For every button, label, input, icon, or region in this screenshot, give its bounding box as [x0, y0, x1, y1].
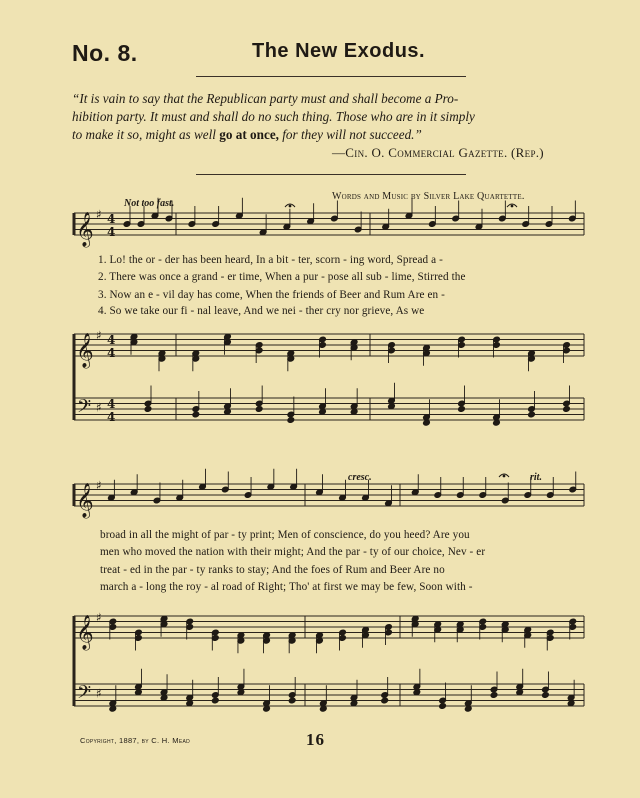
bass-clef-icon: 𝄢: [77, 682, 92, 708]
note-head: [287, 417, 295, 424]
sharp-icon: ♯: [96, 610, 102, 625]
epigraph-line-2: hibition party. It must and shall do no such thing. Those who are in it simply: [72, 109, 475, 124]
composer-credit: Words and Music by Silver Lake Quartette.: [332, 191, 525, 202]
fermata-dot: [503, 475, 505, 477]
time-signature-top: 4: [107, 333, 116, 347]
verse-4-line-1: 4. So we take our fi - nal leave, And we nei - ther cry nor grieve, As we: [98, 305, 425, 317]
sharp-icon: ♯: [96, 686, 102, 701]
note-head: [192, 411, 200, 418]
note-head: [288, 697, 296, 704]
copyright-notice: Copyright, 1887, by C. H. Mead: [80, 736, 190, 745]
verse-1-line-1: 1. Lo! the or - der has been heard, In a bit - ter, scorn - ing word, Spread a -: [98, 254, 443, 266]
sharp-icon: ♯: [96, 400, 102, 415]
epigraph-attribution: —Cin. O. Commercial Gazette. (Rep.): [332, 145, 544, 160]
note-head: [144, 406, 152, 413]
verse-2-line-1: 2. There was once a grand - er time, When a pur - pose all sub - lime, Stirred the: [98, 271, 466, 283]
time-signature-bottom: 4: [107, 225, 116, 239]
note-head: [211, 697, 219, 704]
verse-1-line-2: broad in all the might of par - ty print; Men of conscience, do you heed? Are you: [100, 529, 470, 541]
epigraph-line-3-start: to make it so, might as well: [72, 127, 216, 142]
verse-3-line-2: treat - ed in the par - ty ranks to stay; And the foes of Rum and Beer Are no: [100, 564, 445, 576]
treble-clef-icon: 𝄞: [76, 212, 94, 247]
staff-lines: [74, 213, 584, 706]
time-signature-top: 4: [107, 397, 116, 411]
time-signature-bottom: 4: [107, 346, 116, 360]
treble-clef-icon: 𝄞: [76, 333, 94, 368]
epigraph-line-1: “It is vain to say that the Republican party must and shall become a Pro-: [72, 91, 459, 106]
note-head: [542, 692, 550, 699]
epigraph-tail: for they will not succeed.”: [278, 127, 422, 142]
hymn-number: No. 8.: [72, 40, 138, 66]
time-signature-top: 4: [107, 212, 116, 226]
hymn-title: The New Exodus.: [252, 40, 426, 62]
note-head: [490, 692, 498, 699]
tempo-marking: Not too fast.: [124, 198, 175, 209]
note-head: [528, 411, 536, 418]
verse-2-line-2: men who moved the nation with their might; And the par - ty of our choice, Nev - er: [100, 546, 486, 558]
time-signature-bottom: 4: [107, 410, 116, 424]
sharp-icon: ♯: [96, 328, 102, 343]
verse-3-line-1: 3. Now an e - vil day has come, When the friends of Beer and Rum Are en -: [98, 289, 445, 301]
treble-clef-icon: 𝄞: [76, 615, 94, 650]
rit-marking: rit.: [530, 472, 542, 483]
treble-clef-icon: 𝄞: [76, 483, 94, 518]
bass-clef-icon: 𝄢: [77, 396, 92, 422]
verse-4-line-2: march a - long the roy - al road of Right; Tho' at first we may be few, Soon with -: [100, 581, 473, 593]
note-head: [563, 406, 571, 413]
cresc-marking: cresc.: [348, 472, 372, 483]
sharp-icon: ♯: [96, 207, 102, 222]
note-head: [458, 406, 466, 413]
sharp-icon: ♯: [96, 478, 102, 493]
time-signatures: [107, 212, 115, 424]
note-head: [381, 697, 389, 704]
epigraph-emphasis: go at once,: [219, 127, 279, 142]
fermata-dot: [511, 205, 513, 207]
note-head: [255, 406, 263, 413]
page-number: 16: [306, 730, 325, 749]
fermata-dot: [289, 205, 291, 207]
note-head: [439, 703, 447, 710]
